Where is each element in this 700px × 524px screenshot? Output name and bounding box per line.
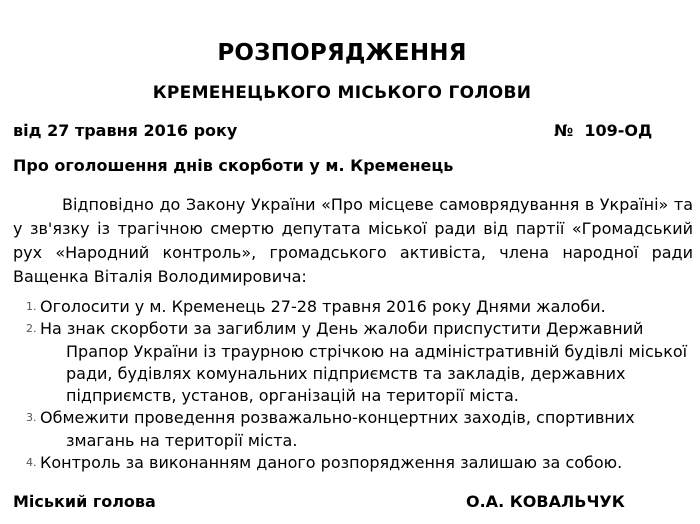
list-item-line: Оголосити у м. Кременець 27-28 травня 2016 року Днями жалоби. <box>40 297 606 316</box>
document-title: РОЗПОРЯДЖЕННЯ <box>217 40 467 66</box>
list-item-number: 3. <box>26 411 37 425</box>
list-item <box>13 407 693 452</box>
list-item-line: ради, будівлях комунальних підприємств та закладів, державних <box>66 363 626 383</box>
list-item-line: На знак скорботи за загиблим у День жалоби приспустити Державний <box>40 319 644 339</box>
order-date: від 27 травня 2016 року <box>13 121 238 140</box>
list-item-line: Прапор України із траурною стрічкою на адміністративній будівлі міської <box>66 341 688 361</box>
signature-role: Міський голова <box>13 492 156 511</box>
list-item-number: 1. <box>26 300 37 313</box>
order-number: № 109-ОД <box>554 121 653 140</box>
list-item <box>13 318 693 407</box>
list-item-line: підприємств, установ, організацій на території міста. <box>66 386 519 406</box>
document-subtitle: КРЕМЕНЕЦЬКОГО МІСЬКОГО ГОЛОВИ <box>152 83 532 103</box>
signature-name: О.А. КОВАЛЬЧУК <box>466 492 625 511</box>
list-item <box>13 452 693 474</box>
list-item-line: Обмежити проведення розважально-концертних заходів, спортивних <box>40 408 635 428</box>
order-items-list <box>13 296 693 474</box>
list-item-number: 2. <box>26 322 37 336</box>
list-item-number: 4. <box>26 456 37 470</box>
order-subject: Про оголошення днів скорботи у м. Кременець <box>13 156 454 175</box>
preamble-line: рух «Народний контроль», громадського активіста, члена народної ради <box>13 243 693 262</box>
list-item-line: змагань на території міста. <box>66 430 298 450</box>
preamble-line: Ващенка Віталія Володимировича: <box>13 267 307 286</box>
list-item-line: Контроль за виконанням даного розпорядження залишаю за собою. <box>40 453 623 473</box>
preamble-line: у зв'язку із трагічною смертю депутата міської ради від партії «Громадський <box>13 219 693 238</box>
preamble-paragraph <box>13 193 693 289</box>
preamble-line: Відповідно до Закону України «Про місцеве самоврядування в Україні» та <box>62 195 693 214</box>
list-item <box>13 296 693 318</box>
